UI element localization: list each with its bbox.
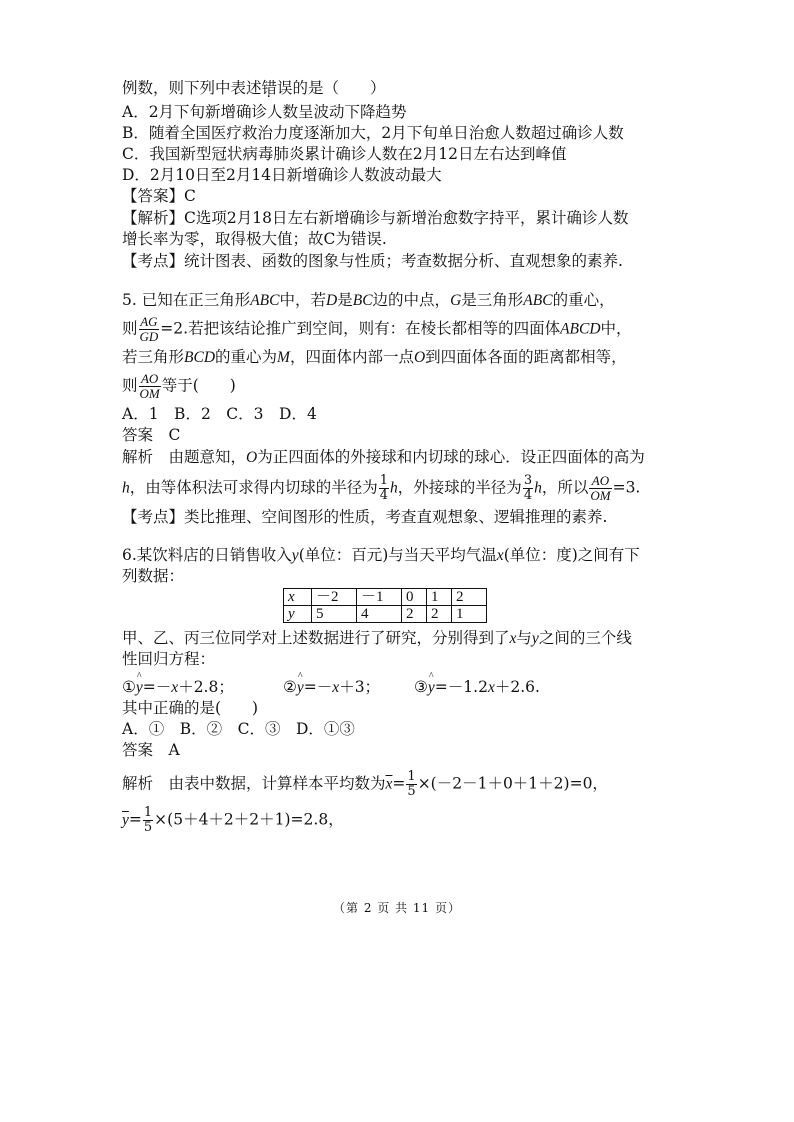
q5-analysis-line-2: h，由等体积法可求得内切球的半径为 $\frac{1}{4}$ h，外接球的半径为 $\frac{3}{4}$ h，所以 $\frac{AO}{OM}$ =3. <box>122 473 641 503</box>
table-cell: －1 <box>357 589 402 606</box>
table-cell: 2 <box>452 589 487 606</box>
q4-option-c: C．我国新型冠状病毒肺炎累计确诊人数在2月12日左右达到峰值 <box>122 145 567 163</box>
fraction-ao-om: $\frac{AO}{OM}$ <box>139 371 160 401</box>
table-cell: 1 <box>452 606 487 623</box>
table-cell: y <box>284 606 312 623</box>
q5-stem-line-4: 则 $\frac{AO}{OM}$ 等于( ) <box>122 371 236 401</box>
q6-equation-2: ②^ y=－x＋3； <box>283 677 380 698</box>
q5-answer: 答案 C <box>122 426 181 444</box>
table-row-x <box>284 589 487 606</box>
q6-equation-1: ①^ y=－x＋2.8； <box>122 677 234 698</box>
q4-key-point: 【考点】统计图表、函数的图象与性质；考查数据分析、直观想象的素养. <box>122 252 623 270</box>
q6-equation-3: ③^ y=－1.2x＋2.6. <box>414 677 540 698</box>
q6-stem-line-2: 列数据： <box>122 567 185 585</box>
q6-stem-line-4: 性回归方程： <box>122 650 216 668</box>
q6-analysis-line-1: 解析 由表中数据，计算样本平均数为$\overline{x}=$ $\frac{1}{5}$ ×(－2－1＋0＋1＋2)=0， <box>122 769 608 799</box>
table-cell: 0 <box>402 589 427 606</box>
table-cell: －2 <box>312 589 357 606</box>
fraction-one-quarter: $\frac{1}{4}$ <box>379 473 389 503</box>
q4-option-d: D．2月10日至2月14日新增确诊人数波动最大 <box>122 166 442 184</box>
q6-stem-line-3: 甲、乙、丙三位同学对上述数据进行了研究，分别得到了x与y之间的三个线 <box>122 629 632 647</box>
fraction-one-fifth: $\frac{1}{5}$ <box>143 805 153 835</box>
q4-analysis-line-1: 【解析】C选项2月18日左右新增确诊与新增治愈数字持平，累计确诊人数 <box>122 209 629 227</box>
q5-analysis-line-1: 解析 由题意知，O为正四面体的外接球和内切球的球心．设正四面体的高为 <box>122 448 645 466</box>
q4-answer: 【答案】C <box>122 187 196 205</box>
fraction-ag-gd: $\frac{AG}{GD}$ <box>139 314 159 344</box>
table-row-y <box>284 606 487 623</box>
page-number-footer: （第 2 页 共 11 页） <box>333 901 461 915</box>
q5-stem-line-2: 则 $\frac{AG}{GD}$ =2.若把该结论推广到空间，则有：在棱长都相等的四面体ABCD中， <box>122 314 632 344</box>
q6-analysis-line-2: $\overline{y}=$ $\frac{1}{5}$ ×(5＋4＋2＋2＋1)=2.8， <box>122 805 344 835</box>
q5-key-point: 【考点】类比推理、空间图形的性质，考查直观想象、逻辑推理的素养. <box>122 508 608 526</box>
q6-stem-line-1: 6.某饮料店的日销售收入y(单位：百元)与当天平均气温x(单位：度)之间有下 <box>122 546 640 564</box>
fraction-one-fifth: $\frac{1}{5}$ <box>407 769 416 799</box>
q6-answer: 答案 A <box>122 741 180 759</box>
q6-options: A．① B．② C．③ D．①③ <box>122 720 355 738</box>
table-cell: 2 <box>427 606 452 623</box>
table-cell: x <box>284 589 312 606</box>
data-table <box>283 588 487 623</box>
fraction-three-quarters: $\frac{3}{4}$ <box>523 473 533 503</box>
q4-option-a: A．2月下旬新增确诊人数呈波动下降趋势 <box>122 103 407 121</box>
q6-question: 其中正确的是( ) <box>122 699 259 717</box>
table-cell: 2 <box>402 606 427 623</box>
q5-options: A．1 B．2 C．3 D．4 <box>122 405 317 423</box>
table-cell: 5 <box>312 606 357 623</box>
q4-stem-end: 例数，则下列中表述错误的是（ ） <box>122 79 386 97</box>
fraction-ao-om-result: $\frac{AO}{OM}$ <box>590 473 611 503</box>
q5-stem-line-3: 若三角形BCD的重心为M，四面体内部一点O到四面体各面的距离都相等， <box>122 348 627 366</box>
q4-option-b: B．随着全国医疗救治力度逐渐加大，2月下旬单日治愈人数超过确诊人数 <box>122 124 624 142</box>
q5-stem-line-1: 5. 已知在正三角形ABC中，若D是BC边的中点，G是三角形ABC的重心， <box>122 291 615 309</box>
table-cell: 4 <box>357 606 402 623</box>
q4-analysis-line-2: 增长率为零，取得极大值；故C为错误. <box>122 230 387 248</box>
table-cell: 1 <box>427 589 452 606</box>
